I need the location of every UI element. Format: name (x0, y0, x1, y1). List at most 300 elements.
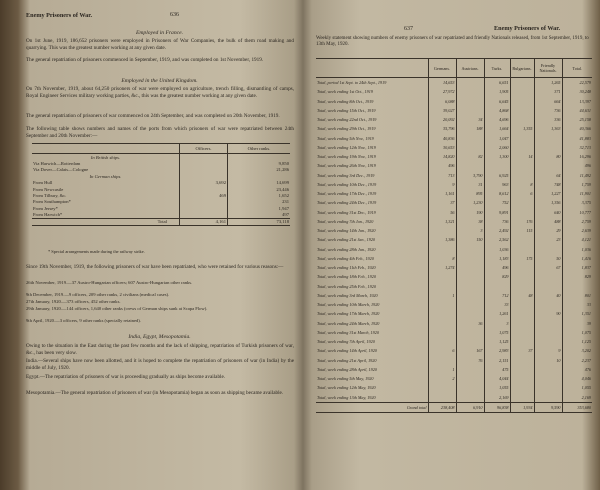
table-row (316, 245, 592, 254)
total-cell: 32,713 (562, 143, 592, 152)
total-cell: 13,397 (562, 97, 592, 106)
total-cell: 2,237 (562, 356, 592, 365)
period-cell: Total, week ending 17th Dec., 1919 (317, 191, 377, 197)
table-row (316, 87, 592, 96)
bulgarians-cell (510, 328, 534, 337)
friendly-cell: 640 (534, 208, 562, 217)
friendly-cell: 9,590 (534, 402, 562, 412)
period-cell: Total, week ending 31st March, 1920 (317, 329, 379, 335)
friendly-cell: 50 (534, 254, 562, 263)
total-cell: 496 (562, 161, 592, 170)
friendly-cell: 67 (534, 263, 562, 272)
total-cell: 1,759 (562, 180, 592, 189)
turks-cell: 4,044 (484, 374, 510, 383)
austrians-cell (456, 300, 484, 309)
ports-table (32, 143, 290, 226)
right-page (306, 0, 594, 490)
period-cell: Total, week ending 7th Jan., 1920 (317, 218, 374, 224)
friendly-cell: 736 (534, 106, 562, 115)
ports-header-officers: Officers. (180, 144, 228, 154)
friendly-cell (534, 161, 562, 170)
turks-cell: 1,905 (484, 87, 510, 96)
total-cell: 829 (562, 272, 592, 281)
austrians-cell (456, 365, 484, 374)
bulgarians-cell: 14 (510, 152, 534, 161)
friendly-cell (534, 393, 562, 403)
bulgarians-cell (510, 300, 534, 309)
bulgarians-cell (510, 319, 534, 328)
germans-cell (428, 356, 456, 365)
total-cell (562, 282, 592, 291)
total-cell: 1,075 (562, 328, 592, 337)
austrians-cell: 76 (456, 356, 484, 365)
period-cell: Total, week ending 4th Feb., 1920 (317, 255, 374, 261)
paragraph-10: Mesopotamia.—The general repatriation of prisoners of war (in Mesopotamia) began as soon as shipping became available. (26, 390, 284, 396)
period-cell: Total, week ending 31st Dec., 1919 (317, 209, 376, 215)
period-cell: Total, week ending 14th Jan., 1920 (317, 228, 376, 234)
germans-cell: 496 (428, 161, 456, 170)
bulgarians-cell (510, 309, 534, 318)
port-name: From Jersey* (33, 205, 58, 211)
port-name: Via Dover—Calais—Cologne (33, 167, 89, 173)
table-row (316, 97, 592, 106)
turks-cell: 9,891 (484, 208, 510, 217)
turks-cell: 963 (484, 180, 510, 189)
turks-cell: 2,151 (484, 356, 510, 365)
period-cell: Total, week ending 10th March, 1920 (317, 302, 380, 308)
friendly-cell: 488 (534, 217, 562, 226)
turks-cell: 2,169 (484, 393, 510, 403)
austrians-cell: 150 (456, 235, 484, 244)
friendly-cell: 9 (534, 346, 562, 355)
table-row (316, 356, 592, 365)
austrians-cell: 167 (456, 346, 484, 355)
germans-cell: 1 (428, 365, 456, 374)
austrians-cell: 3,790 (456, 171, 484, 180)
bulgarians-cell: 37 (510, 346, 534, 355)
table-row (316, 226, 592, 235)
germans-cell (428, 309, 456, 318)
bulgarians-cell (510, 134, 534, 143)
turks-cell: 1,055 (484, 383, 510, 392)
weekly-statement-table (316, 58, 592, 413)
turks-cell: 1,664 (484, 124, 510, 133)
germans-cell: 1,274 (428, 263, 456, 272)
port-other: 497 (228, 211, 291, 218)
bulgarians-cell: 8 (510, 180, 534, 189)
table-caption: Weekly statement showing numbers of enemy prisoners of war repatriated and friendly Nationals released, from 1st September, 1919, to 13th May, 1920. (316, 36, 589, 48)
turks-cell: 1,261 (484, 309, 510, 318)
port-other: 9,850 (228, 160, 291, 166)
port-officers: 3,692 (180, 180, 228, 186)
ports-header-other: Other ranks. (228, 144, 291, 154)
bulgarians-cell (510, 235, 534, 244)
table-row (316, 171, 592, 180)
austrians-cell (456, 97, 484, 106)
austrians-cell (456, 393, 484, 403)
port-other: 23,446 (228, 186, 291, 192)
table-row (316, 365, 592, 374)
bulgarians-cell (510, 393, 534, 403)
bulgarians-cell (510, 161, 534, 170)
germans-cell: 2 (428, 374, 456, 383)
germans-cell: 1,386 (428, 235, 456, 244)
friendly-cell (534, 374, 562, 383)
total-cell: 4,046 (562, 374, 592, 383)
period-cell: Total, week ending 19th Nov., 1919 (317, 154, 376, 160)
port-other: 1,947 (228, 205, 291, 211)
bulgarians-cell (510, 337, 534, 346)
bulgarians-cell (510, 208, 534, 217)
total-cell: 1,055 (562, 383, 592, 392)
col-header-bulgarians: Bulgarians. (510, 59, 534, 78)
turks-cell: 1,036 (484, 245, 510, 254)
table-row (316, 143, 592, 152)
austrians-cell (456, 328, 484, 337)
total-label: Total (32, 218, 180, 225)
germans-cell (428, 272, 456, 281)
austrians-cell: 3 (456, 226, 484, 235)
col-header-friendly: Friendly Nationals. (534, 59, 562, 78)
bulgarians-cell (510, 97, 534, 106)
table-row (316, 383, 592, 392)
total-cell: 1,837 (562, 263, 592, 272)
germans-cell: 1,321 (428, 217, 456, 226)
bulgarians-cell (510, 106, 534, 115)
list-item-5: 9th April, 1920.—3 officers, 9 other ranks (specially retained). (26, 318, 141, 323)
table-row (32, 211, 290, 218)
period-cell: Total, week ending 29th Oct., 1919 (317, 126, 376, 132)
table-row (316, 152, 592, 161)
bulgarians-cell (510, 263, 534, 272)
friendly-cell: 40 (534, 291, 562, 300)
total-cell: 22,579 (562, 78, 592, 88)
austrians-cell (456, 337, 484, 346)
bulgarians-cell (510, 374, 534, 383)
period-cell: Total, week ending 26th Nov., 1919 (317, 163, 376, 169)
germans-cell: 713 (428, 171, 456, 180)
turks-cell: 6,925 (484, 171, 510, 180)
bulgarians-cell (510, 282, 534, 291)
friendly-cell: 29 (534, 226, 562, 235)
bulgarians-cell (510, 365, 534, 374)
period-cell: Total, week ending 13th May, 1920 (317, 394, 376, 400)
bulgarians-cell: 1,355 (510, 124, 534, 133)
friendly-cell (534, 245, 562, 254)
turks-cell: 8,612 (484, 189, 510, 198)
friendly-cell (534, 319, 562, 328)
austrians-cell: 1,230 (456, 198, 484, 207)
table-row (316, 337, 592, 346)
table-row (316, 272, 592, 281)
period-cell: Total, week ending 8th Oct., 1919 (317, 98, 374, 104)
period-cell: Total, period 1st Sept. to 24th Sept., 1919 (317, 80, 387, 86)
friendly-cell: 1,356 (534, 198, 562, 207)
period-cell: Total, week ending 15th Oct., 1919 (317, 107, 376, 113)
period-cell: Total, week ending 5th Nov., 1919 (317, 135, 374, 141)
bulgarians-cell: 6 (510, 189, 534, 198)
friendly-cell (534, 272, 562, 281)
friendly-cell: 80 (534, 152, 562, 161)
total-cell: 39 (562, 319, 592, 328)
austrians-cell (456, 263, 484, 272)
table-row (316, 115, 592, 124)
germans-cell (428, 282, 456, 291)
list-item-1: 26th November, 1919.—37 Austro-Hungarian officers; 607 Austro-Hungarian other ranks. (26, 280, 193, 285)
total-cell: 1,036 (562, 245, 592, 254)
right-header-title: Enemy Prisoners of War. (494, 25, 560, 32)
total-cell: 4,121 (562, 235, 592, 244)
friendly-cell (534, 365, 562, 374)
friendly-cell: 371 (534, 87, 562, 96)
turks-cell (484, 282, 510, 291)
period-cell: Total, week ending 25th Feb., 1920 (317, 283, 376, 289)
table-row (316, 180, 592, 189)
total-cell: 353,680 (562, 402, 592, 412)
friendly-cell: 64 (534, 171, 562, 180)
friendly-cell: 748 (534, 180, 562, 189)
germans-cell: 14,653 (428, 78, 456, 88)
turks-cell: 2,562 (484, 235, 510, 244)
table-row (316, 78, 592, 88)
port-name: From Southampton* (33, 199, 71, 205)
ports-header-blank (32, 144, 180, 154)
austrians-cell (456, 272, 484, 281)
grand-total-label: Grand total (316, 402, 428, 412)
germans-cell: 1 (428, 291, 456, 300)
paragraph-8: India.—Several ships have now been allotted, and it is hoped to complete the repatriation of prisoners of war (in India) by the middle of July, 1920. (26, 358, 294, 371)
turks-cell: 2,060 (484, 143, 510, 152)
turks-cell: 1,047 (484, 134, 510, 143)
germans-cell (428, 319, 456, 328)
germans-cell (428, 300, 456, 309)
port-officers: 469 (180, 192, 228, 198)
germans-cell: 9 (428, 180, 456, 189)
bulgarians-cell (510, 87, 534, 96)
bulgarians-cell: 115 (510, 226, 534, 235)
period-cell: Total, week ending 21st Jan., 1920 (317, 237, 376, 243)
germans-cell: 39,027 (428, 106, 456, 115)
port-name: From Tilbury, &c. (33, 192, 67, 198)
total-cell: 40,366 (562, 124, 592, 133)
section-uk: Employed in the United Kingdom. (121, 78, 198, 84)
friendly-cell (534, 383, 562, 392)
port-officers (180, 211, 228, 218)
period-cell: Total, week ending 3rd Dec., 1919 (317, 172, 375, 178)
friendly-cell: 90 (534, 309, 562, 318)
total-cell: 30,248 (562, 87, 592, 96)
bulgarians-cell (510, 383, 534, 392)
austrians-cell: 36 (456, 319, 484, 328)
table-header-row (316, 59, 592, 78)
total-other: 73,118 (228, 218, 291, 225)
friendly-cell (534, 143, 562, 152)
bulgarians-cell: 48 (510, 291, 534, 300)
austrians-cell (456, 161, 484, 170)
turks-cell (484, 161, 510, 170)
col-header-total: Total. (562, 59, 592, 78)
table-row (316, 291, 592, 300)
table-row (316, 309, 592, 318)
germans-cell: 56 (428, 208, 456, 217)
turks-cell: 712 (484, 291, 510, 300)
austrians-cell (456, 106, 484, 115)
period-cell: Total, week ending 18th Feb., 1920 (317, 274, 376, 280)
left-page-number: 636 (170, 12, 179, 18)
austrians-cell (456, 78, 484, 88)
friendly-cell: 1,363 (534, 124, 562, 133)
germans-cell (428, 328, 456, 337)
paragraph-4: The general repatriation of prisoners of war commenced on 24th September, and was completed on 20th November, 1919. (26, 113, 280, 119)
turks-cell: 6,651 (484, 78, 510, 88)
total-cell: 16,296 (562, 152, 592, 161)
austrians-cell (456, 383, 484, 392)
table-row (316, 198, 592, 207)
germans-cell (428, 245, 456, 254)
friendly-cell: 336 (534, 115, 562, 124)
austrians-cell (456, 245, 484, 254)
austrians-cell: 6,910 (456, 402, 484, 412)
left-page (18, 0, 301, 490)
period-cell: Total, week ending 22nd Oct., 1919 (317, 117, 377, 123)
bulgarians-cell (510, 143, 534, 152)
period-cell: Total, week ending 10th Dec., 1919 (317, 181, 377, 187)
table-row (316, 208, 592, 217)
germans-cell: 30,653 (428, 143, 456, 152)
turks-cell: 496 (484, 263, 510, 272)
paragraph-2: The general repatriation of prisoners commenced in September, 1919, and was completed on 1st November, 1919. (26, 57, 264, 63)
austrians-cell (456, 309, 484, 318)
total-officers: 4,161 (180, 218, 228, 225)
austrians-cell (456, 254, 484, 263)
bulgarians-cell (510, 272, 534, 281)
list-item-4: 29th January, 1920.—144 officers, 1,640 other ranks (crews of German ships sunk at Scapa Flow). (26, 306, 208, 311)
port-name: Via Harwich—Rotterdam (33, 161, 81, 167)
col-header-germans: Germans. (428, 59, 456, 78)
austrians-cell (456, 282, 484, 291)
right-page-number: 637 (404, 26, 413, 32)
total-cell: 25,158 (562, 115, 592, 124)
bulgarians-cell (510, 198, 534, 207)
bulgarians-cell: 176 (510, 217, 534, 226)
left-header-title: Enemy Prisoners of War. (26, 12, 92, 19)
turks-cell: 1,183 (484, 254, 510, 263)
paragraph-7: Owing to the situation in the East during the past few months and the lack of shipping, repatriation of Turkish prisoners of war, &c., has been very slow. (26, 343, 294, 356)
austrians-cell: 895 (456, 189, 484, 198)
period-cell: Total, week ending 5th May, 1920 (317, 376, 374, 382)
germans-cell: 20,092 (428, 115, 456, 124)
total-cell: 1,351 (562, 309, 592, 318)
section-india: India, Egypt, Mesopotamia. (128, 334, 191, 340)
total-cell: 44,631 (562, 106, 592, 115)
paragraph-9: Egypt.—The repatriation of prisoners of war is proceeding gradually as ships become available. (26, 374, 226, 380)
bulgarians-cell (510, 356, 534, 365)
table-row (316, 374, 592, 383)
austrians-cell: 34 (456, 115, 484, 124)
table-row (316, 393, 592, 403)
total-cell: 476 (562, 365, 592, 374)
turks-cell: 4,868 (484, 106, 510, 115)
friendly-cell (534, 282, 562, 291)
table-row (316, 319, 592, 328)
germans-cell: 35,796 (428, 124, 456, 133)
list-item-3: 27th January, 1920.—373 officers, 452 other ranks. (26, 299, 121, 304)
germans-cell: 27,972 (428, 87, 456, 96)
turks-cell: 829 (484, 272, 510, 281)
table-row (316, 217, 592, 226)
friendly-cell (534, 300, 562, 309)
total-cell: 2,759 (562, 217, 592, 226)
germans-cell: 6,088 (428, 97, 456, 106)
period-cell: Total, week ending 24th Dec., 1919 (317, 200, 377, 206)
col-header-austrians: Austrians. (456, 59, 484, 78)
paragraph-5: The following table shows numbers and names of the ports from which prisoners of war were repatriated between 24th September and 20th November:— (26, 126, 294, 139)
table-row (316, 189, 592, 198)
turks-cell: 1,300 (484, 152, 510, 161)
friendly-cell: 1,265 (534, 78, 562, 88)
total-cell: 1,125 (562, 337, 592, 346)
turks-cell: 2,492 (484, 226, 510, 235)
period-cell: Total, week ending 28th Jan., 1920 (317, 246, 376, 252)
period-cell: Total, week ending 12th May, 1920 (317, 385, 376, 391)
grand-total-row (316, 402, 592, 412)
germans-cell: 40,836 (428, 134, 456, 143)
period-cell: Total, week ending 11th Feb., 1920 (317, 265, 376, 271)
bulgarians-cell (510, 245, 534, 254)
period-cell: Total, week ending 7th April, 1920 (317, 339, 375, 345)
port-name: From Hull (33, 180, 53, 186)
paragraph-6: Since 19th November, 1919, the following prisoners of war have been repatriated, who were retained for various reasons:— (26, 264, 284, 270)
total-cell: 41,883 (562, 134, 592, 143)
friendly-cell: 10 (534, 356, 562, 365)
footnote: * Special arrangements made during the railway strike. (48, 249, 145, 254)
friendly-cell: 23 (534, 235, 562, 244)
total-cell: 33 (562, 300, 592, 309)
table-row (316, 124, 592, 133)
port-name: From Harwich* (33, 212, 63, 218)
port-other: 14,699 (228, 180, 291, 186)
friendly-cell (534, 328, 562, 337)
period-cell: Total, week ending 14th April, 1920 (317, 348, 377, 354)
germans-cell (428, 226, 456, 235)
bulgarians-cell (510, 171, 534, 180)
austrians-cell: 188 (456, 124, 484, 133)
germans-cell: 14,820 (428, 152, 456, 161)
turks-cell: 752 (484, 198, 510, 207)
turks-cell: 33 (484, 300, 510, 309)
port-name: From Newcastle (33, 186, 64, 192)
list-item-2: 9th December, 1919.—9 officers, 209 other ranks, 2 civilians (medical cases). (26, 292, 170, 297)
total-cell: 3,375 (562, 198, 592, 207)
turks-cell: 475 (484, 365, 510, 374)
german-ships-label: In German ships. (89, 173, 122, 179)
paragraph-3: On 7th November, 1919, about 64,250 prisoners of war were employed on agriculture, trench filling, dismantling of camps, Royal Engineer Services military working parties, &c., this was the greatest number working at any given date. (26, 86, 294, 99)
period-cell: Total, week ending 24th March, 1920 (317, 320, 380, 326)
bulgarians-cell (510, 115, 534, 124)
bulgarians-cell (510, 78, 534, 88)
austrians-cell (456, 134, 484, 143)
table-row (316, 263, 592, 272)
period-cell: Total, week ending 3rd March, 1920 (317, 292, 378, 298)
total-cell: 1,416 (562, 254, 592, 263)
table-row (316, 328, 592, 337)
friendly-cell (534, 134, 562, 143)
period-cell: Total, week ending 1st Oct., 1919 (317, 89, 373, 95)
total-cell: 10,777 (562, 208, 592, 217)
austrians-cell: 82 (456, 152, 484, 161)
germans-cell (428, 393, 456, 403)
germans-cell: 238,408 (428, 402, 456, 412)
